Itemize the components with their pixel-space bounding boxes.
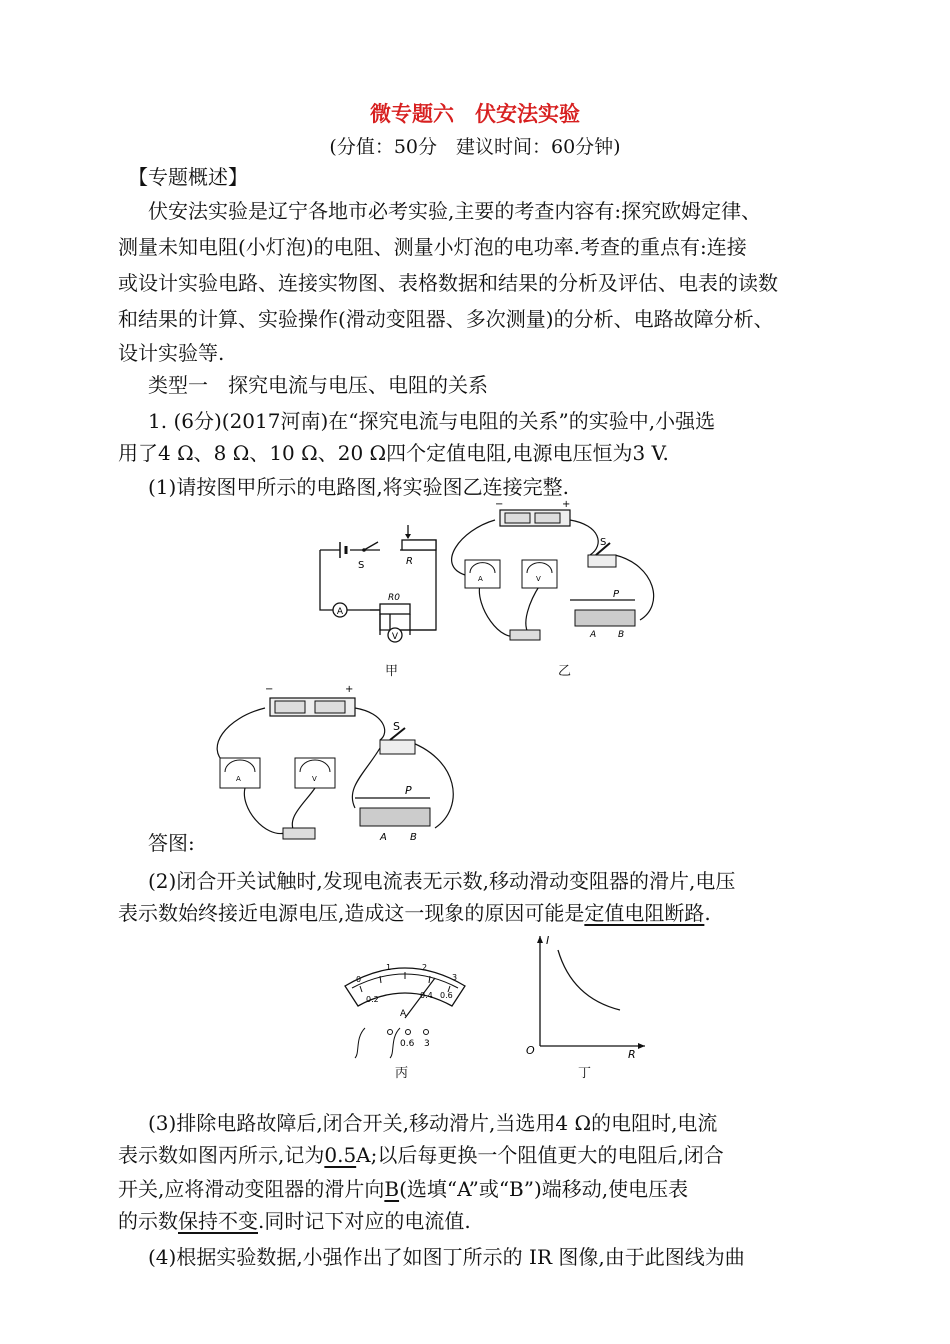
voltmeter-label-yi: V [536,575,541,583]
part3-text-b: A;以后每更换一个阻值更大的电阻后,闭合 [356,1143,724,1167]
part3-text-e: 的示数 [118,1209,178,1233]
switch-label: S [358,560,365,571]
answer-battery-minus: − [265,684,274,695]
question-part-3-line-2 [118,1142,724,1168]
dial-tick-04: 0.4 [420,991,433,1000]
axis-label-i: I [546,934,550,947]
answer-terminal-a: A [380,832,387,843]
ammeter-label-yi: A [478,575,483,583]
question-part-3-line-4 [118,1208,471,1234]
dial-tick-06: 0.6 [440,991,453,1000]
question-part-3-line-3 [118,1176,688,1202]
overview-line-1: 伏安法实验是辽宁各地市必考实验,主要的考查内容有:探究欧姆定律、 [148,199,762,223]
ammeter-symbol-label: A [336,607,344,617]
answer-figure-label: 答图: [148,831,195,855]
dial-tick-2: 2 [422,963,428,972]
terminal-b-label: B [618,630,625,640]
question-part-1: (1)请按图甲所示的电路图,将实验图乙连接完整. [148,475,570,499]
axis-label-r: R [628,1048,636,1058]
dial-tick-02: 0.2 [366,995,379,1004]
slider-p-label: P [613,589,620,600]
part3-answer-3: 保持不变 [178,1209,258,1233]
question-part-2-line-1: (2)闭合开关试触时,发现电流表无示数,移动滑动变阻器的滑片,电压 [148,869,736,893]
type-heading: 类型一 探究电流与电压、电阻的关系 [148,373,488,397]
part2-text: 表示数始终接近电源电压,造成这一现象的原因可能是 [118,901,585,925]
part3-text-a: 表示数如图丙所示,记为 [118,1143,325,1167]
answer-ammeter-label: A [236,775,241,783]
answer-apparatus-diagram [205,678,475,848]
question-part-3-line-1: (3)排除电路故障后,闭合开关,移动滑片,当选用4 Ω的电阻时,电流 [148,1111,718,1135]
ammeter-dial-bing [340,958,470,1063]
battery-plus-label: + [562,499,571,510]
terminal-3-label: 3 [424,1039,430,1049]
answer-battery-plus: + [345,684,354,695]
battery-minus-label: − [495,499,504,510]
figure-label-bing: 丙 [395,1066,409,1081]
terminal-a-label: A [590,630,597,640]
question-part-2-line-2 [118,900,711,926]
answer-terminal-b: B [410,832,417,843]
page-subtitle: (分值：50分 建议时间：60分钟) [329,136,621,158]
overview-line-2: 测量未知电阻(小灯泡)的电阻、测量小灯泡的电功率.考查的重点有:连接 [118,235,747,259]
terminal-06-label: 0.6 [400,1039,415,1049]
page-title: 微专题六 伏安法实验 [370,102,580,126]
part2-answer: 定值电阻断路 [584,901,705,925]
answer-slider-p: P [405,784,412,797]
figure-label-ding: 丁 [578,1066,592,1081]
dial-tick-3: 3 [452,973,458,982]
part3-answer-2: B [384,1177,400,1201]
figure-label-yi: 乙 [558,664,572,679]
origin-label: O [526,1044,535,1057]
part3-text-d: (选填“A”或“B”)端移动,使电压表 [399,1177,689,1201]
dial-unit-a: A [400,1009,407,1019]
overview-line-5: 设计实验等. [118,341,225,365]
part3-text-c: 开关,应将滑动变阻器的滑片向 [118,1177,385,1201]
overview-heading: 【专题概述】 [128,165,248,189]
circuit-diagram-jia [310,520,450,660]
question-part-4-line-1: (4)根据实验数据,小强作出了如图丁所示的 IR 图像,由于此图线为曲 [148,1245,745,1269]
voltmeter-symbol-label: V [391,632,399,642]
part3-text-f: .同时记下对应的电流值. [258,1209,471,1233]
rheostat-label: R [406,556,413,567]
dial-tick-1: 1 [386,963,392,972]
question-stem-2: 用了4 Ω、8 Ω、10 Ω、20 Ω四个定值电阻,电源电压恒为3 V. [118,441,669,465]
switch-label-yi: S [600,537,607,548]
dial-tick-0: 0 [356,975,362,984]
figure-label-jia: 甲 [385,664,399,679]
answer-switch-label: S [393,720,400,733]
i-r-graph-ding [520,928,650,1058]
question-stem-1: 1. (6分)(2017河南)在“探究电流与电阻的关系”的实验中,小强选 [148,409,716,433]
apparatus-diagram-yi [440,495,670,655]
answer-voltmeter-label: V [312,775,317,783]
overview-line-3: 或设计实验电路、连接实物图、表格数据和结果的分析及评估、电表的读数 [118,271,778,295]
part3-answer-1: 0.5 [324,1143,357,1167]
part2-period: . [704,901,711,925]
r0-label: R0 [388,593,400,603]
overview-line-4: 和结果的计算、实验操作(滑动变阻器、多次测量)的分析、电路故障分析、 [118,307,774,331]
